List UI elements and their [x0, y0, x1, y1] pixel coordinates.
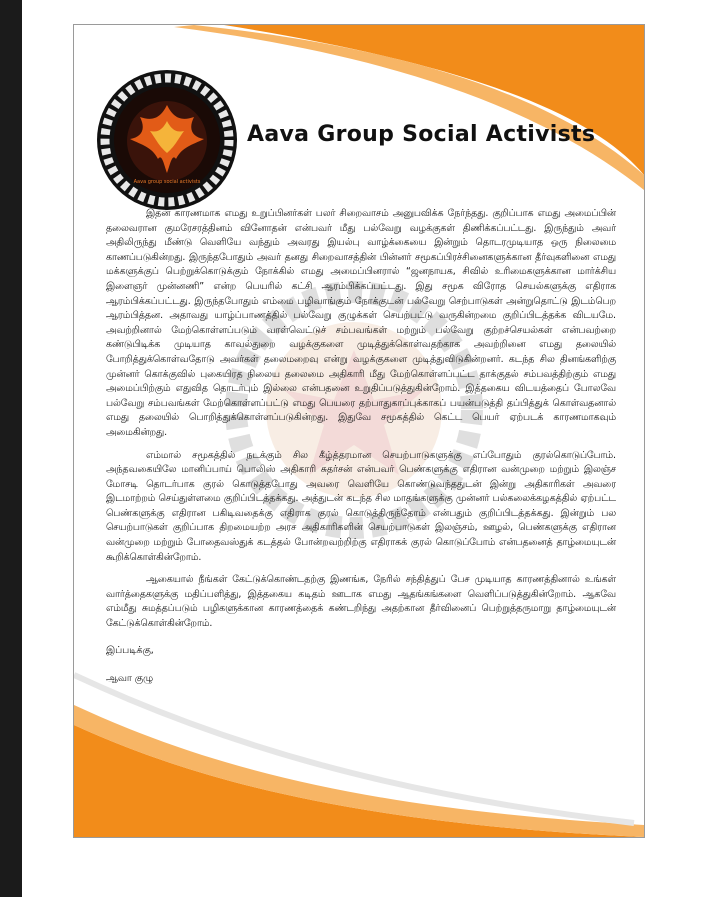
letter-closing: இப்படிக்கு, — [106, 644, 154, 656]
letter-paragraph: எம்மால் சமூகத்தில் நடக்கும் சில கீழ்த்தரமான செயற்பாடுகளுக்கு எப்போதும் குரல்கொடுப்போம். அந்தவகையிலே மானிப்பாய் பொலிஸ் அதிகாரி சுதர்சன் என்பவர் பெண்களுக்கு எதிரான வன்முறை மற்றும் இலஞ்ச மோசடி தொடர்பாக குரல் கொடுத்தபோது அவரை வெளியே கொண்டுவந்ததுடன் இன்று அதிகாரிகள் அவரை இடமாற்றம் செய்துள்ளமை குறிப்பிடத்தக்கது. அத்துடன் கடந்த சில மாதங்களுக்கு முன்னர் பல்கலைக்கழகத்தில் ஏற்பட்ட பெண்களுக்கு எதிரான பகிடிவதைக்கு எதிராக குரல் கொடுத்திருந்தோம் என்பதும் குறிப்பிடத்தக்கது. இன்றும் பல செயற்பாடுகள் குறிப்பாக திறமையற்ற அரச அதிகாரிகளின் செயற்பாடுகள் இலஞ்சம், ஊழல், பெண்களுக்கு எதிரான வன்முறை மற்றும் போதைவஸ்துக் கடத்தல் போன்றவற்றிற்கு எதிராகக் குரல் கொடுப்போம் என்பதனைத் தாழ்மையுடன் கூறிக்கொள்கின்றோம். — [106, 449, 616, 563]
letter-signature: ஆவா குழு — [106, 672, 153, 684]
phoenix-emblem-icon — [96, 69, 238, 211]
letter-paragraph: ஆகையால் நீங்கள் கேட்டுக்கொண்டதற்கு இணங்க, நேரில் சந்தித்துப் பேச முடியாத காரணத்தினால் உங்கள் வார்த்தைகளுக்கு மதிப்பளித்து, இத்தகைய கடிதம் ஊடாக எமது ஆதங்கங்களை வெளிப்படுத்துகின்றோம். ஆகவே எம்மீது சுமத்தப்படும் பழிகளுக்கான காரணத்தைக் கண்டறிந்து அதற்கான தீர்வினைப் பெற்றுத்தருமாறு தாழ்மையுடன் கேட்டுக்கொள்கின்றோம். — [106, 574, 616, 630]
organization-title: Aava Group Social Activists — [247, 122, 596, 147]
letter-body — [106, 207, 616, 690]
letter-page — [73, 24, 645, 838]
left-photo-border — [0, 0, 22, 897]
letter-paragraph: இதன் காரணமாக எமது உறுப்பினர்கள் பலர் சிறைவாசம் அனுபவிக்க நேர்ந்தது. குறிப்பாக எமது அமைப்பின் தலைவரான குமரேசரத்தினம் வினோதன் என்பவர் மீது பல்வேறு வழக்குகள் திணிக்கப்பட்டது. இருந்தும் அவர் அதிலிருந்து மீண்டு வெளியே வந்தும் அவரது இயல்பு வாழ்க்கையை இன்றும் தொடரமுடியாத ஒரு நிலைமை காணப்படுகின்றது. இருந்தபோதும் அவர் தனது சிறைவாசத்தின் பின்னர் சமூகப்பிரச்சினைகளுக்கான தீர்வுகளினை எமது மக்களுக்குப் பெற்றுக்கொடுக்கும் நோக்கில் எமது அமைப்பினரால் “ஜனநாயக, சிவில் உரிமைகளுக்கான மார்க்சிய இளைஞர் முன்னணி” என்ற பெயரில் கட்சி ஆரம்பிக்கப்பட்டது. இது சமூக விரோத செயல்களுக்கு எதிராக ஆரம்பிக்கப்பட்டது. இருந்தபோதும் எம்மை பழிவாங்கும் நோக்குடன் பல்வேறு செற்பாடுகள் அன்றுதொட்டு இடம்பெற ஆரம்பித்தன. அதாவது யாழ்ப்பாணத்தில் பல்வேறு குழுக்கள் செயற்பட்டு வருகின்றமை குறிப்பிடத்தக்க விடயமே. அவற்றினால் மேற்கொள்ளப்படும் வாள்வெட்டுச் சம்பவங்கள் மற்றும் பல்வேறு குற்றச்செயல்கள் என்பவற்றை கண்டுபிடிக்க முடியாத காவல்துறை வழக்குகளை முடித்துக்கொள்வதற்காக அவற்றினை எமது தலையில் போறித்துக்கொள்வதோடு அவர்கள் தலைமறைவு என்று வழக்குகளை முடித்துவிடுகின்றனர். கடந்த சில தினங்களிற்கு முன்னர் கொக்குவில் புகையிரத நிலைய தலைமை அதிகாரி மீது மேற்கொள்ளப்பட்ட தாக்குதல் சம்பவத்திற்கும் எமது அமைப்பிற்கும் எதுவித தொடர்பும் இல்லை என்பதனை உறுதிப்படுத்துகின்றோம். இத்தகைய விடயத்தைப் போலவே பல்வேறு சம்பவங்கள் மேற்கொள்ளப்பட்டு எமது பெயரை தற்பாதுகாப்புக்காகப் பயன்படுத்தி தப்பித்துக் கொள்வதனால் எமது தலையில் பொறித்துக்கொள்ளப்படுகின்றது. இதுவே சமூகத்தில் கெட்ட பெயர் ஏற்படக் காரணமாகவும் அமைகின்றது. — [106, 208, 616, 438]
emblem-caption: Aava group social activists — [133, 179, 201, 185]
